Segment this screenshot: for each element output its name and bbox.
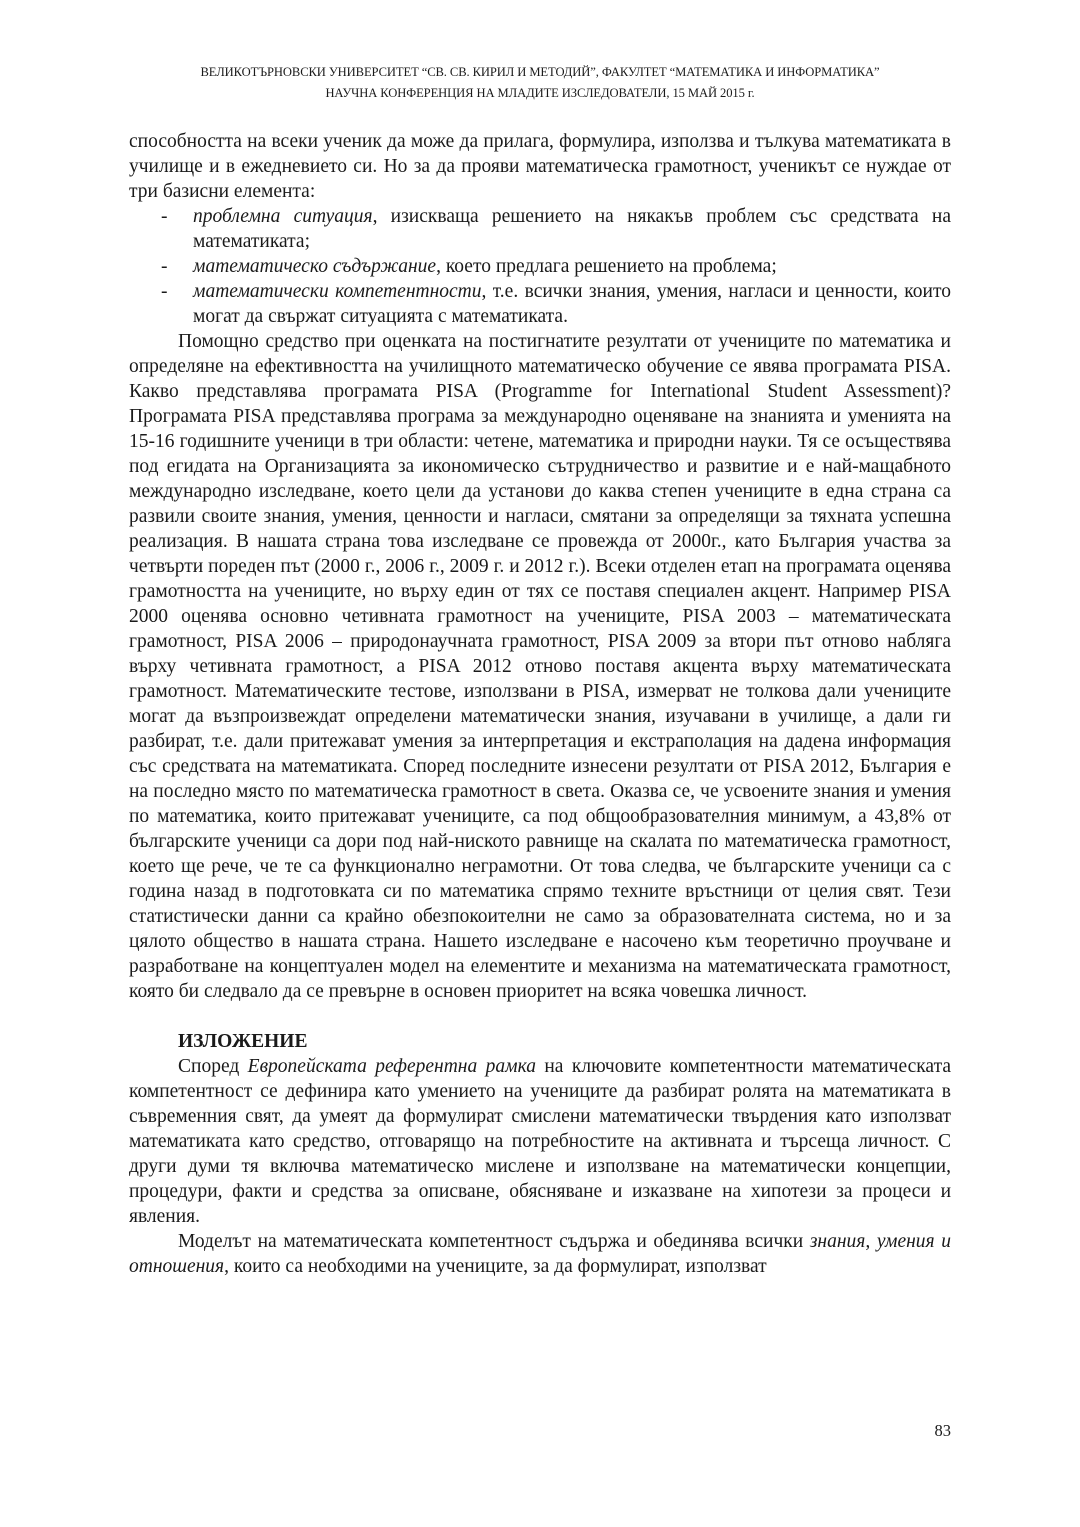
list-item-term: математическо съдържание <box>193 256 437 277</box>
list-item-text: , изискваща решението на някакъв проблем със средствата на математиката; <box>193 206 952 252</box>
list-item <box>129 204 951 254</box>
paragraph-emphasis: Европейската референтна рамка <box>247 1056 536 1077</box>
framework-paragraph <box>129 1054 951 1229</box>
section-heading: ИЗЛОЖЕНИЕ <box>178 1031 308 1052</box>
list-item-text: , т.е. всички знания, умения, нагласи и ценности, които могат да свържат ситуацията с математиката. <box>193 281 951 327</box>
header-university-line: ВЕЛИКОТЪРНОВСКИ УНИВЕРСИТЕТ “СВ. СВ. КИРИЛ И МЕТОДИЙ”, ФАКУЛТЕТ “МАТЕМАТИКА И ИНФОРМАТИКА” <box>200 65 880 79</box>
elements-list <box>129 204 951 329</box>
bullet-dash: - <box>161 206 168 227</box>
list-item-term: проблемна ситуация <box>193 206 373 227</box>
paragraph-emphasis: знания, умения и отношения <box>129 1231 952 1277</box>
header-conference-line: НАУЧНА КОНФЕРЕНЦИЯ НА МЛАДИТЕ ИЗСЛЕДОВАТЕЛИ, 15 МАЙ 2015 г. <box>325 86 755 100</box>
page-body <box>129 129 951 1279</box>
list-item-term: математически компетентности <box>193 281 482 302</box>
list-item <box>129 279 951 329</box>
paragraph-text: Моделът на математическата компетентност съдържа и обединява всички <box>178 1231 810 1252</box>
bullet-dash: - <box>161 281 168 302</box>
bullet-dash: - <box>161 256 168 277</box>
pisa-paragraph: Помощно средство при оценката на постигнатите резултати от учениците по математика и определяне на ефективността на училищното математическо обучение се явява програмата PISA. Какво представлява програмата PISA (Programme for International Student Assessment)? Програмата PISA представлява програма за международно оценяване на знанията и уменията на 15-16 годишните ученици в три области: четене, математика и природни науки. Тя се осъществява под егидата на Организацията за икономическо сътрудничество и развитие и е най-мащабното международно изследване, което цели да установи до каква степен учениците в една страна са развили своите знания, умения, ценности и нагласи, смятани за определящи за тяхната успешна реализация. В нашата страна това изследване се провежда от 2000г., като България участва за четвърти пореден път (2000 г., 2006 г., 2009 г. и 2012 г.). Всеки отделен етап на програмата оценява грамотността на учениците, но върху един от тях се поставя специален акцент. Например PISA 2000 оценява основно четивната грамотност на учениците, PISA 2003 – математическата грамотност, PISA 2006 – природонаучната грамотност, PISA 2009 за втори път отново набляга върху четивната грамотност, а PISA 2012 отново поставя акцента върху математическата грамотност. Математическите тестове, използвани в PISA, измерват не толкова дали учениците могат да възпроизвеждат определени математически знания, изучавани в училище, а дали ги разбират, т.е. дали притежават умения за интерпретация и екстраполация на дадена информация със средствата на математиката. Според последните изнесени резултати от PISA 2012, България е на последно място по математическа грамотност в света. Оказва се, че усвоените знания и умения по математика, които притежават учениците, са под общообразователния минимум, а 43,8% от българските ученици са дори под най-ниското равнище на скалата по математическа грамотност, което ще рече, че те са функционално неграмотни. От това следва, че българските ученици са с година назад в подготовката си по математика спрямо техните връстници от целия свят. Тези статистически данни са крайно обезпокоителни не само за образователната система, но и за цялото общество в нашата страна. Нашето изследване е насочено към теоретично проучване и разработване на концептуален модел на елементите и механизма на математическата грамотност, която би следвало да се превърне в основен приоритет на всяка човешка личност. <box>129 331 951 1002</box>
list-item <box>129 254 951 279</box>
running-header <box>0 62 1080 104</box>
model-paragraph <box>129 1229 951 1279</box>
paragraph-text: , които са необходими на учениците, за да формулират, използват <box>224 1256 767 1277</box>
intro-paragraph: способността на всеки ученик да може да прилага, формулира, използва и тълкува математиката в училище и в ежедневието си. Но за да прояви математическа грамотност, ученикът се нуждае от три базисни елемента: <box>129 131 951 202</box>
paragraph-text: на ключовите компетентности математическата компетентност се дефинира като умението на учениците да разбират ролята на математиката в съвременния свят, да умеят да формулират смислени математически твърдения като използват математиката като средство, отговарящо на потребностите на активната и търсеща личност. С други думи тя включва математическо мислене и използване на математически концепции, процедури, факти и средства за описване, обясняване и изказване на хипотези за процеси и явления. <box>129 1056 951 1227</box>
paragraph-text: Според <box>178 1056 248 1077</box>
page-number: 83 <box>934 1421 951 1440</box>
list-item-text: , което предлага решението на проблема; <box>436 256 777 277</box>
